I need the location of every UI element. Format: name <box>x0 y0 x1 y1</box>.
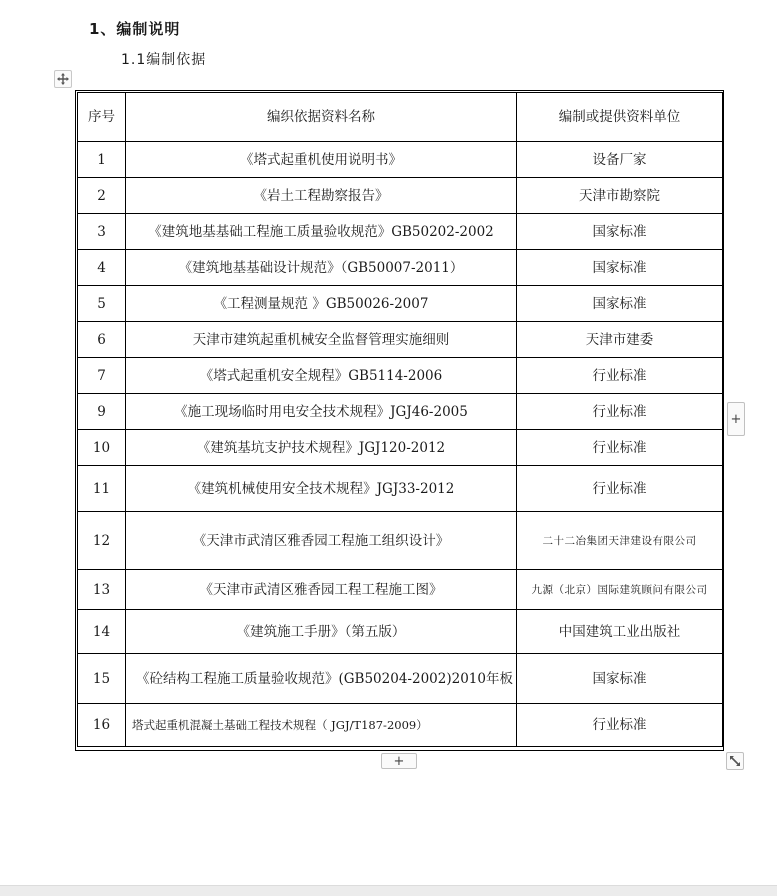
row-no: 14 <box>78 610 126 654</box>
row-name: 《建筑机械使用安全技术规程》JGJ33-2012 <box>126 466 517 512</box>
row-name: 《建筑基坑支护技术规程》JGJ120-2012 <box>126 430 517 466</box>
add-row-button[interactable] <box>381 753 417 769</box>
table-row <box>78 466 723 512</box>
row-name: 《工程测量规范 》GB50026-2007 <box>126 286 517 322</box>
row-unit: 二十二冶集团天津建设有限公司 <box>517 512 723 570</box>
row-unit: 九源（北京）国际建筑顾问有限公司 <box>517 570 723 610</box>
header-no: 序号 <box>78 93 126 142</box>
table-row <box>78 178 723 214</box>
row-name: 《塔式起重机使用说明书》 <box>126 142 517 178</box>
row-name: 《施工现场临时用电安全技术规程》JGJ46-2005 <box>126 394 517 430</box>
row-unit: 行业标准 <box>517 358 723 394</box>
row-no: 3 <box>78 214 126 250</box>
row-name: 天津市建筑起重机械安全监督管理实施细则 <box>126 322 517 358</box>
row-no: 9 <box>78 394 126 430</box>
row-no: 5 <box>78 286 126 322</box>
row-no: 4 <box>78 250 126 286</box>
row-name: 《天津市武清区雅香园工程施工组织设计》 <box>126 512 517 570</box>
window-bottom-bar <box>0 885 777 896</box>
row-no: 1 <box>78 142 126 178</box>
row-name: 《砼结构工程施工质量验收规范》(GB50204-2002)2010年板 <box>126 654 517 704</box>
table-resize-handle[interactable] <box>726 752 744 770</box>
row-no: 7 <box>78 358 126 394</box>
table-row <box>78 430 723 466</box>
table-header-row <box>78 93 723 142</box>
row-unit: 行业标准 <box>517 430 723 466</box>
move-icon <box>57 73 69 85</box>
row-name: 塔式起重机混凝土基础工程技术规程（ JGJ/T187-2009） <box>126 704 517 747</box>
row-name: 《天津市武清区雅香园工程工程施工图》 <box>126 570 517 610</box>
row-name: 《建筑地基基础设计规范》（GB50007-2011） <box>126 250 517 286</box>
table-move-handle[interactable] <box>54 70 72 88</box>
table-row <box>78 512 723 570</box>
row-unit: 行业标准 <box>517 466 723 512</box>
row-no: 13 <box>78 570 126 610</box>
row-no: 16 <box>78 704 126 747</box>
row-unit: 天津市勘察院 <box>517 178 723 214</box>
table-row <box>78 654 723 704</box>
row-unit: 国家标准 <box>517 286 723 322</box>
table-row <box>78 322 723 358</box>
row-no: 11 <box>78 466 126 512</box>
table-row <box>78 250 723 286</box>
table-row <box>78 286 723 322</box>
row-unit: 中国建筑工业出版社 <box>517 610 723 654</box>
row-name: 《建筑施工手册》（第五版） <box>126 610 517 654</box>
table-row <box>78 394 723 430</box>
table-row <box>78 570 723 610</box>
table-row <box>78 214 723 250</box>
table-row <box>78 704 723 747</box>
add-column-button[interactable] <box>727 402 745 436</box>
row-unit: 天津市建委 <box>517 322 723 358</box>
row-name: 《岩土工程勘察报告》 <box>126 178 517 214</box>
row-unit: 国家标准 <box>517 654 723 704</box>
resize-arrows-icon <box>729 755 741 767</box>
section-heading: 1、编制说明 <box>89 20 181 38</box>
basis-table-frame <box>75 90 724 751</box>
plus-icon: + <box>393 753 405 769</box>
row-unit: 国家标准 <box>517 250 723 286</box>
row-no: 12 <box>78 512 126 570</box>
row-no: 6 <box>78 322 126 358</box>
row-no: 2 <box>78 178 126 214</box>
row-unit: 国家标准 <box>517 214 723 250</box>
basis-table <box>77 92 723 747</box>
row-name: 《塔式起重机安全规程》GB5114-2006 <box>126 358 517 394</box>
row-no: 15 <box>78 654 126 704</box>
plus-icon: + <box>730 411 742 427</box>
header-name: 编织依据资料名称 <box>126 93 517 142</box>
row-unit: 行业标准 <box>517 704 723 747</box>
row-no: 10 <box>78 430 126 466</box>
section-subheading: 1.1编制依据 <box>121 52 207 68</box>
header-unit: 编制或提供资料单位 <box>517 93 723 142</box>
row-unit: 设备厂家 <box>517 142 723 178</box>
row-name: 《建筑地基基础工程施工质量验收规范》GB50202-2002 <box>126 214 517 250</box>
table-row <box>78 610 723 654</box>
table-row <box>78 142 723 178</box>
row-unit: 行业标准 <box>517 394 723 430</box>
table-row <box>78 358 723 394</box>
